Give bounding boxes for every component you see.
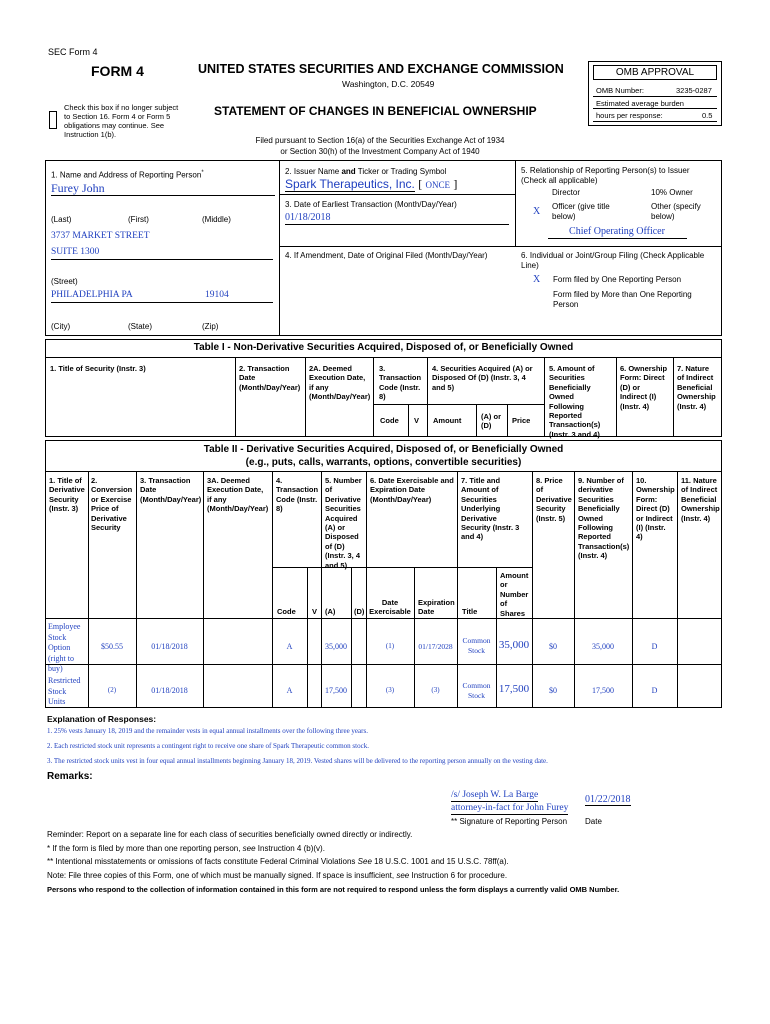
ten-percent-owner-option[interactable]: 10% Owner	[651, 188, 693, 197]
multiple-persons-option[interactable]: Form filed by More than One Reporting Person	[553, 290, 692, 309]
t2-col-ownership: 10. Ownership Form: Direct (D) or Indirect (I) (Instr. 4)	[636, 476, 675, 542]
double-star-note: ** Intentional misstatements or omissions of facts constitute Federal Criminal Violations See 18 U.S.C. 1001 and 15 U.S.C. 78ff(a).	[47, 857, 509, 866]
relationship-label: 5. Relationship of Reporting Person(s) to Issuer (Check all applicable)	[521, 166, 690, 185]
no-longer-subject-checkbox[interactable]	[49, 111, 57, 129]
signature-label: ** Signature of Reporting Person	[451, 817, 568, 826]
sec-form-label: SEC Form 4	[48, 47, 98, 57]
omb-number-label: OMB Number:	[596, 86, 644, 95]
hours-value: 0.5	[702, 111, 713, 120]
earliest-transaction-date: 01/18/2018	[285, 212, 331, 223]
form-number: FORM 4	[91, 63, 144, 79]
director-option[interactable]: Director	[552, 188, 581, 197]
table-row-1-date: 01/18/2018	[151, 642, 188, 651]
state-label: (State)	[128, 322, 153, 331]
one-person-option[interactable]: Form filed by One Reporting Person	[553, 275, 682, 284]
table-row-1-form: D	[651, 642, 658, 651]
t2-sub-amount-shares: Amount or Number of Shares	[500, 571, 529, 618]
issuer-name-row: Spark Therapeutics, Inc. [ ONCE ]	[285, 177, 458, 191]
amendment-label: 4. If Amendment, Date of Original Filed (Month/Day/Year)	[285, 251, 488, 260]
omb-number: 3235-0287	[676, 86, 712, 95]
agency-city: Washington, D.C. 20549	[342, 79, 435, 89]
filing-type-label: 6. Individual or Joint/Group Filing (Check Applicable Line)	[521, 251, 705, 270]
t1-col-ownership: 6. Ownership Form: Direct (D) or Indirect (I) (Instr. 4)	[620, 364, 668, 411]
officer-option[interactable]: Officer (give title below)	[552, 202, 610, 221]
date-label: Date	[585, 817, 602, 826]
address-line-2: SUITE 1300	[51, 247, 100, 257]
table-row-1-price: $0	[549, 642, 557, 651]
t1-sub-v: V	[414, 416, 420, 425]
omb-persons-note: Persons who respond to the collection of information contained in this form are not required to respond unless the form displays a currently valid OMB Number.	[47, 885, 620, 894]
t2-col-date: 3. Transaction Date (Month/Day/Year)	[140, 476, 202, 504]
t2-sub-d: (D)	[354, 607, 365, 616]
checkbox-note: Check this box if no longer subject to Section 16. Form 4 or Form 5 obligations may continue. See Instruction 1(b).	[64, 103, 179, 139]
t1-sub-price: Price	[512, 416, 531, 425]
explanation-1: 1. 25% vests January 18, 2019 and the remainder vests in equal annual installments over the following three years.	[47, 727, 368, 735]
t2-col-nature: 11. Nature of Indirect Beneficial Ownership (Instr. 4)	[681, 476, 720, 523]
table-row-1-exercisable: (1)	[385, 642, 395, 650]
t1-col-date: 2. Transaction Date (Month/Day/Year)	[239, 364, 301, 392]
table-row-1-title: Employee Stock Option (right to buy)	[48, 622, 81, 673]
star-note: * If the form is filed by more than one reporting person, see Instruction 4 (b)(v).	[47, 844, 325, 853]
t1-col-acquired: 4. Securities Acquired (A) or Disposed Of (D) (Instr. 3, 4 and 5)	[432, 364, 533, 392]
name-address-label: 1. Name and Address of Reporting Person*	[51, 170, 204, 180]
table-row-2-price: $0	[549, 686, 557, 695]
table-row-2-title: Restricted Stock Units	[48, 676, 81, 706]
table-row-2-expiration: (3)	[431, 686, 440, 694]
reporting-person-name: Furey John	[51, 181, 275, 196]
t2-sub-v: V	[312, 607, 318, 616]
omb-title: OMB APPROVAL	[615, 67, 695, 78]
table-row-1-underlying-amount: 35,000	[498, 639, 530, 651]
table-1-title: Table I - Non-Derivative Securities Acquired, Disposed of, or Beneficially Owned	[193, 342, 574, 353]
city-state: PHILADELPHIA PA	[51, 290, 133, 300]
t2-col-number: 5. Number of Derivative Securities Acquired (A) or Disposed of (D) (Instr. 3, 4 and 5)	[325, 476, 362, 570]
table-row-1-code: A	[286, 642, 293, 651]
remarks-title: Remarks:	[47, 771, 93, 782]
reminder: Reminder: Report on a separate line for each class of securities beneficially owned directly or indirectly.	[47, 830, 413, 839]
table-row-2-code: A	[286, 686, 293, 695]
signature: /s/ Joseph W. La Barge attorney-in-fact for John Furey	[451, 790, 569, 813]
table-row-2-underlying-title: Common Stock	[462, 681, 491, 700]
issuer-label: 2. Issuer Name and Ticker or Trading Symbol	[285, 167, 447, 176]
other-option[interactable]: Other (specify below)	[651, 202, 701, 221]
one-person-check-mark[interactable]: X	[533, 274, 541, 285]
table-row-1-owned: 35,000	[592, 642, 614, 651]
officer-check-mark[interactable]: X	[533, 206, 541, 217]
street-label: (Street)	[51, 277, 78, 286]
statement-title: STATEMENT OF CHANGES IN BENEFICIAL OWNERSHIP	[214, 104, 537, 118]
t2-col-title: 1. Title of Derivative Security (Instr. 3)	[49, 476, 85, 514]
t1-sub-amount: Amount	[433, 416, 462, 425]
t1-col-deemed: 2A. Deemed Execution Date, if any (Month/Day/Year)	[309, 364, 371, 402]
address-line-1: 3737 MARKET STREET	[51, 231, 150, 241]
t2-sub-expiration: Expiration Date	[418, 598, 455, 617]
burden-label: Estimated average burden	[596, 99, 684, 108]
table-row-2-acquired: 17,500	[325, 686, 347, 695]
table-row-1-underlying-title: Common Stock	[462, 636, 491, 655]
first-label: (First)	[128, 215, 149, 224]
signature-date: 01/22/2018	[585, 794, 631, 805]
city-label: (City)	[51, 322, 71, 331]
t2-sub-code: Code	[277, 607, 296, 616]
officer-title: Chief Operating Officer	[569, 226, 665, 237]
explanation-2: 2. Each restricted stock unit represents a contingent right to receive one share of Spark Therapeutic common stock.	[47, 742, 369, 750]
explanation-title: Explanation of Responses:	[47, 714, 157, 724]
t2-col-owned: 9. Number of derivative Securities Beneficially Owned Following Reported Transaction(s) (Instr. 4)	[578, 476, 630, 561]
middle-label: (Middle)	[202, 215, 231, 224]
last-label: (Last)	[51, 215, 72, 224]
table-row-2-exercisable: (3)	[385, 686, 395, 694]
t1-sub-code: Code	[380, 416, 399, 425]
table-row-1-conversion: $50.55	[101, 642, 123, 651]
t2-col-deemed: 3A. Deemed Execution Date, if any (Month/Day/Year)	[207, 476, 269, 514]
earliest-transaction-label: 3. Date of Earliest Transaction (Month/Day/Year)	[285, 200, 457, 209]
explanation-3: 3. The restricted stock units vest in four equal annual installments beginning January 18, 2019. Vested shares will be delivered to the reporting person annually on the vesting date.	[47, 757, 548, 765]
t1-sub-ad: (A) or (D)	[481, 412, 501, 431]
table-row-2-date: 01/18/2018	[151, 686, 188, 695]
zip-code: 19104	[205, 290, 229, 300]
file-copies-note: Note: File three copies of this Form, one of which must be manually signed. If space is insufficient, see Instruction 6 for procedure.	[47, 871, 508, 880]
filed-pursuant: Filed pursuant to Section 16(a) of the Securities Exchange Act of 1934 or Section 30(h) of the Investment Company Act of 1940	[255, 136, 505, 156]
t1-col-amount: 5. Amount of Securities Beneficially Owned Following Reported Transaction(s) (Instr. 3 and 4)	[549, 364, 601, 439]
t1-col-code: 3. Transaction Code (Instr. 8)	[379, 364, 422, 402]
agency-title: UNITED STATES SECURITIES AND EXCHANGE COMMISSION	[198, 62, 564, 76]
table-row-1-expiration: 01/17/2028	[418, 642, 453, 651]
t2-sub-a: (A)	[325, 607, 336, 616]
t2-sub-title: Title	[462, 607, 478, 616]
ticker-symbol: ONCE	[425, 180, 451, 190]
table-row-2-form: D	[651, 686, 658, 695]
t2-col-price: 8. Price of Derivative Security (Instr. 5)	[536, 476, 572, 523]
table-row-2-conversion: (2)	[107, 686, 117, 694]
hours-label: hours per response:	[596, 111, 663, 120]
t1-col-title: 1. Title of Security (Instr. 3)	[50, 364, 146, 373]
table-row-1-acquired: 35,000	[325, 642, 347, 651]
table-2-title: Table II - Derivative Securities Acquired, Disposed of, or Beneficially Owned (e.g., puts, calls, warrants, options, convertible securities)	[203, 444, 564, 468]
issuer-name: Spark Therapeutics, Inc.	[285, 177, 415, 191]
t2-col-exercisable: 6. Date Exercisable and Expiration Date (Month/Day/Year)	[370, 476, 454, 504]
t2-col-code: 4. Transaction Code (Instr. 8)	[276, 476, 319, 514]
t1-col-nature: 7. Nature of Indirect Beneficial Ownership (Instr. 4)	[677, 364, 716, 411]
table-row-2-owned: 17,500	[592, 686, 614, 695]
t2-sub-date-exercisable: Date Exercisable	[369, 598, 411, 617]
t2-col-underlying: 7. Title and Amount of Securities Underlying Derivative Security (Instr. 3 and 4)	[461, 476, 520, 542]
t2-col-conversion: 2. Conversion or Exercise Price of Derivative Security	[91, 476, 133, 533]
table-row-2-underlying-amount: 17,500	[498, 683, 530, 695]
zip-label: (Zip)	[202, 322, 219, 331]
